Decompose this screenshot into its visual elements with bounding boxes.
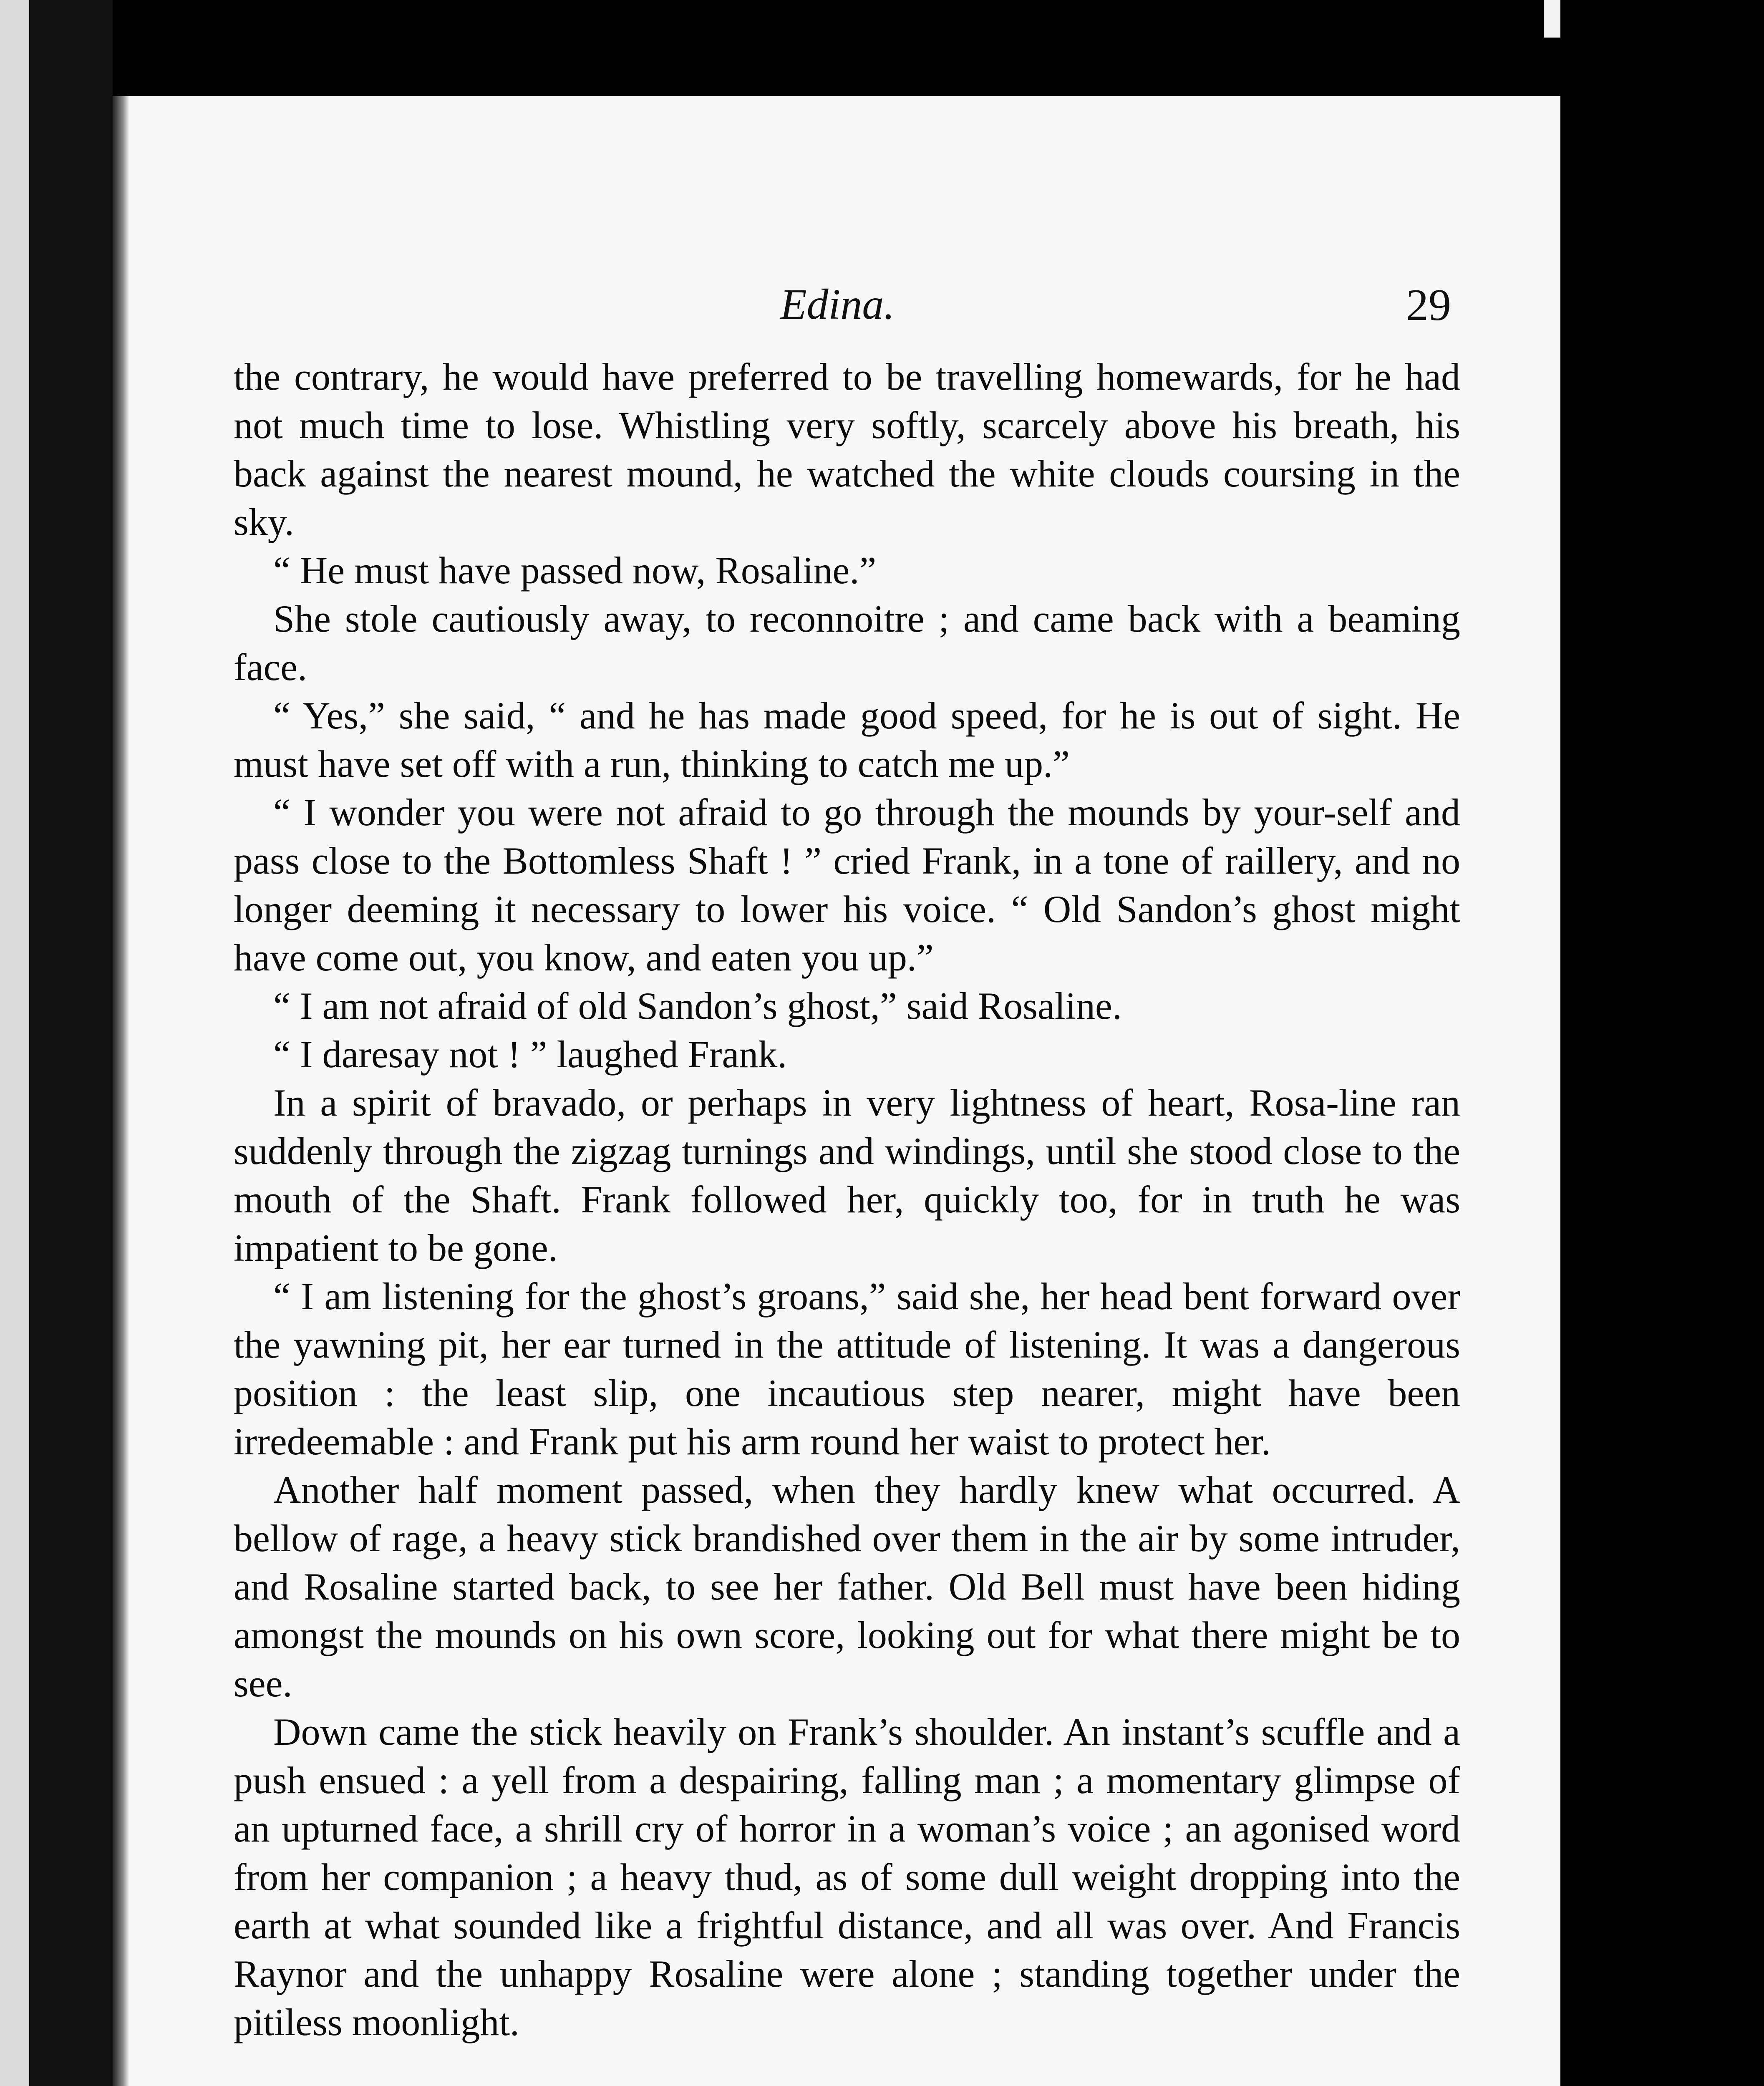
- paragraph: She stole cautiously away, to reconnoitre ; and came back with a beaming face.: [234, 597, 1460, 688]
- paragraph: Down came the stick heavily on Frank’s shoulder. An instant’s scuffle and a push ensued : a yell from a despairing, falling man ; a momentary glimpse of an upturned face, a shrill cry of horror in a woman’s voice ; an agonised word from her companion ; a heavy thud, as of some dull weight dropping into the earth at what sounded like a frightful distance, and all was over. And Francis Raynor and the unhappy Rosaline were alone ; standing together under the pitiless moonlight.: [234, 1711, 1460, 2043]
- scan-border-right: [1560, 0, 1764, 2086]
- paragraph: “ He must have passed now, Rosaline.”: [273, 549, 877, 592]
- scan-border-top: [113, 0, 1560, 96]
- page-header: [113, 280, 1560, 355]
- binding-shadow: [29, 0, 117, 2086]
- paragraph: Another half moment passed, when they hardly knew what occurred. A bellow of rage, a heavy stick brandished over them in the air by some intruder, and Rosaline started back, to see her father. Old Bell must have been hiding amongst the mounds on his own score, looking out for what there might be to see.: [234, 1469, 1460, 1705]
- paragraph: “ I am listening for the ghost’s groans,” said she, her head bent forward over the yawning pit, her ear turned in the attitude of listening. It was a dangerous position : the least slip, one incautious step nearer, might have been irredeemable : and Frank put his arm round her waist to protect her.: [234, 1275, 1460, 1463]
- running-title: Edina.: [780, 280, 895, 328]
- paragraph: “ Yes,” she said, “ and he has made good speed, for he is out of sight. He must have set off with a run, thinking to catch me up.”: [234, 694, 1460, 785]
- paragraph: “ I daresay not ! ” laughed Frank.: [273, 1033, 787, 1076]
- paragraph: “ I am not afraid of old Sandon’s ghost,” said Rosaline.: [273, 985, 1122, 1027]
- paragraph: the contrary, he would have preferred to be travelling homewards, for he had not much time to lose. Whistling very softly, scarcely above his breath, his back against the nearest mound, he watched the white clouds coursing in the sky.: [234, 355, 1460, 543]
- paragraph: “ I wonder you were not afraid to go through the mounds by your-self and pass close to the Bottomless Shaft ! ” cried Frank, in a tone of raillery, and no longer deeming it necessary to lower his voice. “ Old Sandon’s ghost might have come out, you know, and eaten you up.”: [234, 791, 1460, 979]
- page-number: 29: [1406, 280, 1451, 330]
- previous-page-edge: [0, 0, 29, 2086]
- page-gutter: [113, 96, 129, 2086]
- body-text: [234, 353, 1460, 2046]
- paragraph: In a spirit of bravado, or perhaps in very lightness of heart, Rosa-line ran suddenly through the zigzag turnings and windings, until she stood close to the mouth of the Shaft. Frank followed her, quickly too, for in truth he was impatient to be gone.: [234, 1081, 1460, 1269]
- book-page: [113, 96, 1560, 2086]
